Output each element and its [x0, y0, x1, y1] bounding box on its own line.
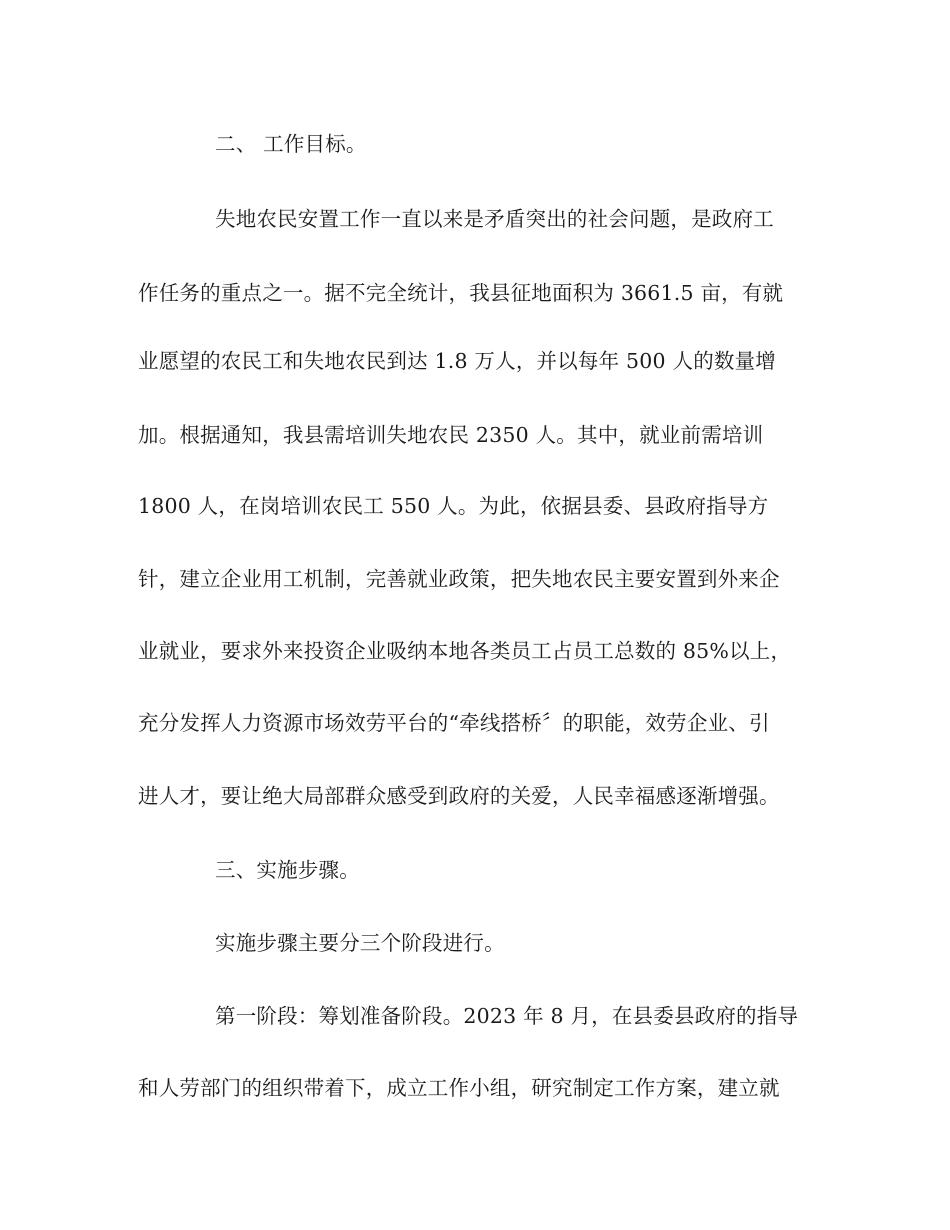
paragraph-line: 第一阶段：筹划准备阶段。2023 年 8 月，在县委县政府的指导 — [215, 1004, 799, 1028]
paragraph-line: 充分发挥人力资源市场效劳平台的“牵线搭桥〞的职能，效劳企业、引 — [138, 711, 770, 735]
steps-intro-line: 实施步骤主要分三个阶段进行。 — [215, 931, 505, 955]
paragraph-line: 业就业，要求外来投资企业吸纳本地各类员工占员工总数的 85%以上， — [138, 639, 792, 663]
paragraph-line: 和人劳部门的组织带着下，成立工作小组，研究制定工作方案，建立就 — [138, 1076, 780, 1100]
paragraph-line: 1800 人，在岗培训农民工 550 人。为此，依据县委、县政府指导方 — [138, 494, 769, 518]
section-heading-steps: 三、实施步骤。 — [215, 858, 360, 882]
section-heading-goals: 二、 工作目标。 — [215, 132, 367, 156]
paragraph-line: 针，建立企业用工机制，完善就业政策，把失地农民主要安置到外来企 — [138, 567, 780, 591]
paragraph-line: 进人才，要让绝大局部群众感受到政府的关爱，人民幸福感逐渐增强。 — [138, 784, 780, 808]
paragraph-line: 业愿望的农民工和失地农民到达 1.8 万人，并以每年 500 人的数量增 — [138, 349, 776, 373]
paragraph-line: 加。根据通知，我县需培训失地农民 2350 人。其中，就业前需培训 — [138, 423, 764, 447]
paragraph-line: 作任务的重点之一。据不完全统计，我县征地面积为 3661.5 亩，有就 — [138, 281, 784, 305]
paragraph-line: 失地农民安置工作一直以来是矛盾突出的社会问题，是政府工 — [215, 207, 774, 231]
